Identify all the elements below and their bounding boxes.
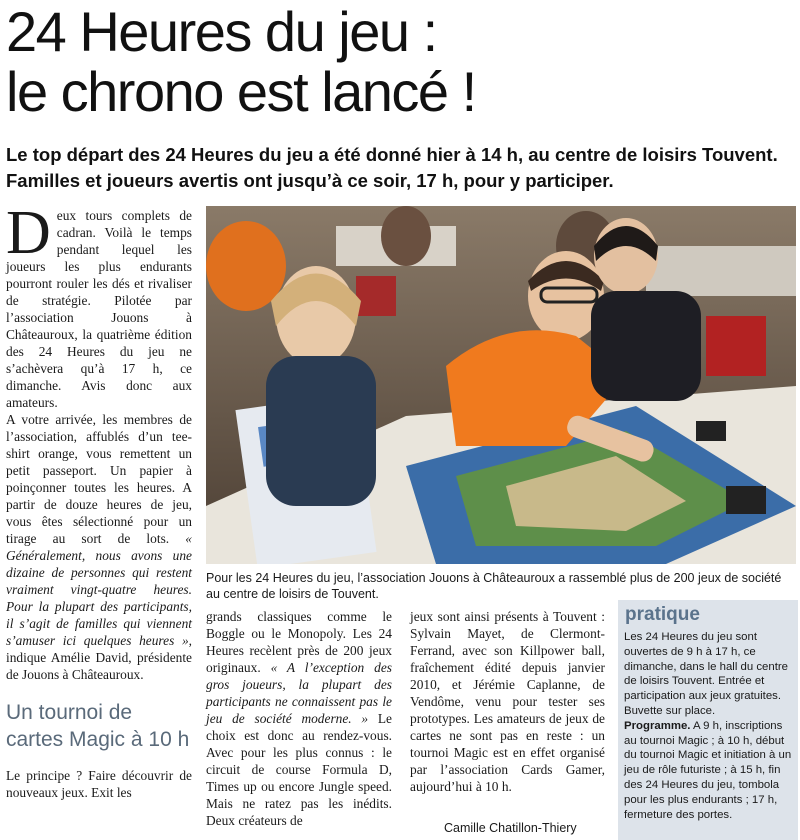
photo-board-game-players (206, 206, 796, 564)
headline (6, 2, 796, 122)
byline: Camille Chatillon-Thiery (444, 821, 577, 835)
info-box-pratique (618, 600, 798, 840)
column-3 (410, 608, 605, 795)
photo-caption: Pour les 24 Heures du jeu, l’association Jouons à Châteauroux a rassemblé plus de 200 jeux de société au centre de loisirs de Touvent. (206, 571, 782, 601)
info-box-program: A 9 h, inscriptions au tournoi Magic ; à 10 h, début du tournoi Magic et initiation à un jeu de rôle futuriste ; à 15 h, fin des 24 Heures du jeu, tombola pour les plus endurants ; 17 h, fermeture des portes. (624, 719, 792, 821)
info-box-title: pratique (625, 604, 700, 625)
paragraph-arrival-attribution: , indique Amélie David, présidente de Jouons à Châteauroux. (6, 633, 192, 682)
paragraph-intro-text: eux tours complets de cadran. Voilà le temps pendant lequel les joueurs les plus endurants pourront rouler les dés et rivaliser de stratégie. Pilotée par l’association Jouons à Châteauroux, la quatrième édition des 24 Heures du jeu ne s’achèvera qu’à 17 h, ce dimanche. Avis donc aux amateurs. (6, 208, 192, 410)
info-box-hours: Les 24 Heures du jeu sont ouvertes de 9 h à 17 h, ce dimanche, dans le hall du centre de loisirs Touvent. Entrée et participation aux jeux gratuites. Buvette sur place. (624, 631, 789, 717)
paragraph-intro (6, 199, 192, 411)
subhead-magic-tournament: Un tournoi de cartes Magic à 10 h (6, 701, 190, 751)
drop-cap: D (6, 199, 51, 267)
paragraph-games-continued: Le choix est donc au rendez-vous. Avec pour les plus connus : le circuit de course Formula D, Times up ou encore Jungle speed. Mais ne ratez pas les inédits. Deux créateurs de (206, 711, 392, 828)
headline-line-2: le chrono est lancé ! (6, 60, 476, 123)
column-1 (6, 199, 192, 801)
paragraph-arrival (6, 411, 192, 683)
paragraph-games-text: grands classiques comme le Boggle ou le Monopoly. Les 24 Heures recèlent près de 200 jeux originaux. (206, 609, 392, 675)
paragraph-games (206, 608, 392, 829)
info-box-program-label: Programme. (624, 719, 691, 732)
paragraph-principle: Le principe ? Faire découvrir de nouveaux jeux. Exit les (6, 768, 192, 800)
photo-illustration (206, 206, 796, 564)
paragraph-creators: jeux sont ainsi présents à Touvent : Sylvain Mayet, de Clermont-Ferrand, avec son Killpower ball, fraîchement édité depuis janvier 2010, et Jérémie Caplanne, de Vendôme, venu pour tester ses prototypes. Les amateurs de jeux de cartes ne sont pas en reste : un tournoi Magic est en effet organisé par l’association Cards Gamer, aujourd’hui à 10 h. (410, 609, 605, 794)
info-box-body (618, 630, 798, 822)
paragraph-arrival-text: A votre arrivée, les membres de l’association, affublés d’un tee-shirt orange, vous remettent un petit passeport. Un papier à poinçonner toutes les heures. A partir de douze heures de jeu, vous êtes sélectionné pour un tirage au sort de lots. (6, 412, 192, 546)
lede: Le top départ des 24 Heures du jeu a été donné hier à 14 h, au centre de loisirs Touvent. Familles et joueurs avertis ont jusqu’à ce soir, 17 h, pour y participer. (6, 144, 778, 191)
quote-amelie-david: « Généralement, nous avons une dizaine de personnes qui restent vraiment vingt-quatre heures. Pour la plupart des participants, il s’agit de familles qui viennent s’amuser ici quelques heures » (6, 531, 192, 648)
headline-line-1: 24 Heures du jeu : (6, 0, 437, 63)
column-2 (206, 608, 392, 829)
quote-modern-games: « A l’exception des gros joueurs, la plupart des participants ne connaissent pas le jeu de société moderne. » (206, 660, 392, 726)
